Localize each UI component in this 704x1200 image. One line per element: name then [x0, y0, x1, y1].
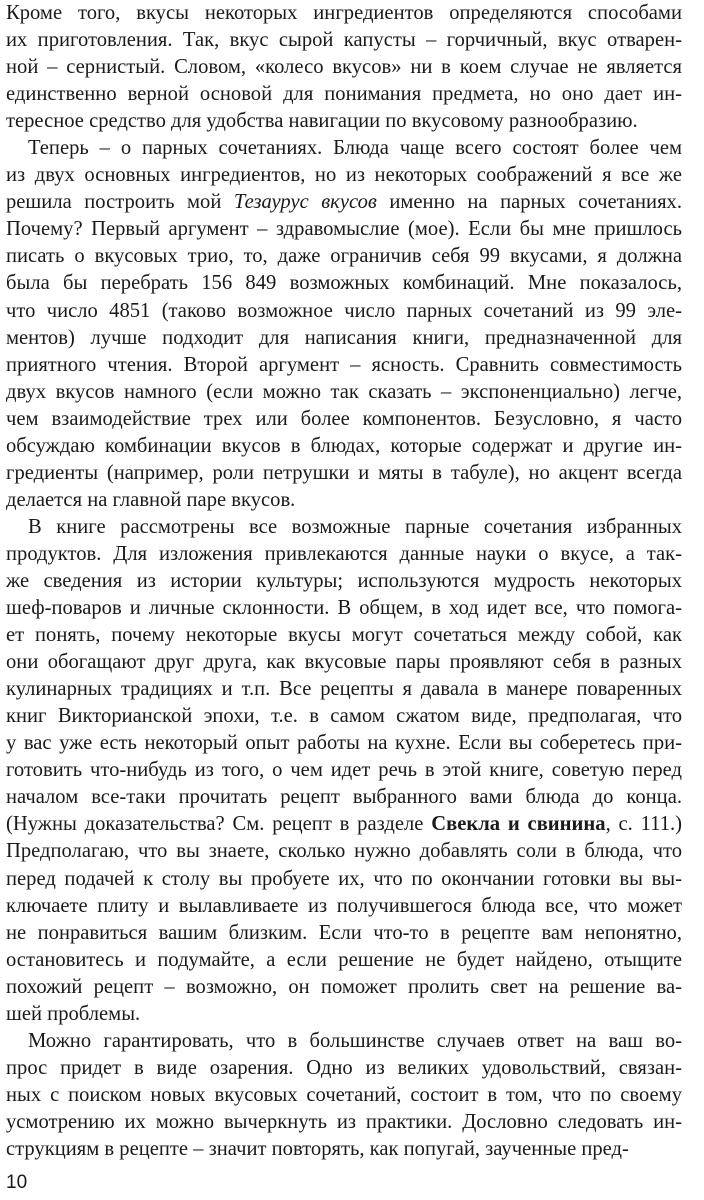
- text-segment: была бы перебрать 156 849 возможных комбинаций. Мне показалось,: [6, 272, 682, 295]
- body-text: [6, 0, 682, 1163]
- paragraph: [6, 135, 682, 514]
- text-line: [6, 676, 682, 703]
- paragraph: [6, 514, 682, 1028]
- text-segment: ключаете плиту и вылавливаете из получившегося блюда все, что может: [6, 894, 682, 917]
- text-line: [6, 460, 682, 487]
- text-line: [6, 514, 682, 541]
- text-segment: именно на парных сочетаниях.: [376, 191, 682, 214]
- text-segment: тересное средство для удобства навигации по вкусовому разнообразию.: [6, 110, 638, 133]
- text-line: [6, 1001, 682, 1028]
- text-segment: не понравиться вашим близким. Если что-то в рецепте вам непонятно,: [6, 921, 682, 944]
- text-line: [6, 406, 682, 433]
- text-line: [6, 568, 682, 595]
- text-line: [6, 270, 682, 297]
- text-segment: похожий рецепт – возможно, он поможет пролить свет на решение ва-: [6, 975, 682, 998]
- text-line: [6, 81, 682, 108]
- text-segment: перед подачей к столу вы пробуете их, что по окончании готовки вы вы-: [6, 867, 682, 890]
- text-line: [6, 730, 682, 757]
- text-segment: делается на главной паре вкусов.: [6, 488, 296, 511]
- text-segment: Предполагаю, что вы знаете, сколько нужно добавлять соли в блюда, что: [6, 840, 682, 863]
- text-segment: решила построить мой: [6, 191, 234, 214]
- text-segment: приятного чтения. Второй аргумент – ясность. Сравнить совместимость: [6, 353, 682, 376]
- text-line: [6, 27, 682, 54]
- text-line: [6, 784, 682, 811]
- text-line: [6, 838, 682, 865]
- text-line: [6, 920, 682, 947]
- text-line: [6, 974, 682, 1001]
- text-line: [6, 1055, 682, 1082]
- text-line: [6, 189, 682, 216]
- text-segment: единственно верной основой для понимания предмета, но оно дает ин-: [6, 83, 682, 106]
- text-line: [6, 298, 682, 325]
- text-line: [6, 1082, 682, 1109]
- text-segment: шеф-поваров и личные склонности. В общем, в ход идет все, что помога-: [6, 597, 682, 620]
- text-segment: из двух основных ингредиентов, но из некоторых соображений я все же: [6, 164, 682, 187]
- text-line: [6, 757, 682, 784]
- text-segment: Можно гарантировать, что в большинстве случаев ответ на ваш во-: [28, 1029, 682, 1052]
- text-line: [6, 947, 682, 974]
- text-line: [6, 622, 682, 649]
- text-segment: обсуждаю комбинации вкусов в блюдах, которые содержат и другие ин-: [6, 434, 682, 457]
- text-line: [6, 595, 682, 622]
- text-line: [6, 866, 682, 893]
- text-line: [6, 54, 682, 81]
- text-line: [6, 379, 682, 406]
- italic-title: Тезаурус вкусов: [233, 191, 377, 214]
- text-segment: остановитесь и подумайте, а если решение не будет найдено, отыщите: [6, 948, 682, 971]
- text-segment: они обогащают друг друга, как вкусовые пары проявляют себя в разных: [6, 651, 682, 674]
- page-number: 10: [6, 1172, 28, 1193]
- text-line: [6, 1136, 682, 1163]
- paragraph: [6, 0, 682, 135]
- text-segment: же сведения из истории культуры; используются мудрость некоторых: [6, 569, 682, 592]
- text-segment: прос придет в виде озарения. Одно из великих удовольствий, связан-: [6, 1056, 682, 1079]
- text-line: [6, 162, 682, 189]
- paragraph: [6, 1028, 682, 1163]
- text-line: [6, 893, 682, 920]
- text-segment: ных с поиском новых вкусовых сочетаний, состоит в том, что по своему: [6, 1083, 682, 1106]
- text-segment: Почему? Первый аргумент – здравомыслие (мое). Если бы мне пришлось: [6, 218, 682, 241]
- text-segment: , с. 111.): [605, 813, 682, 836]
- text-segment: шей проблемы.: [6, 1002, 141, 1025]
- text-line: [6, 541, 682, 568]
- text-segment: чем взаимодействие трех или более компонентов. Безусловно, я часто: [6, 407, 682, 430]
- text-segment: струкциям в рецепте – значит повторять, как попугай, заученные пред-: [6, 1137, 629, 1160]
- text-line: [6, 243, 682, 270]
- text-segment: ет понять, почему некоторые вкусы могут сочетаться между собой, как: [6, 624, 682, 647]
- text-segment: продуктов. Для изложения привлекаются данные науки о вкусе, а так-: [6, 542, 682, 565]
- text-segment: Теперь – о парных сочетаниях. Блюда чаще всего состоят более чем: [28, 137, 682, 160]
- text-segment: В книге рассмотрены все возможные парные сочетания избранных: [28, 515, 682, 538]
- text-segment: гредиенты (например, роли петрушки и мяты в табуле), но акцент всегда: [6, 461, 682, 484]
- text-segment: писать о вкусовых трио, то, даже ограничив себя 99 вкусами, я должна: [6, 245, 682, 268]
- text-segment: готовить что-нибудь из того, о чем идет речь в этой книге, советую перед: [6, 759, 682, 782]
- text-line: [6, 703, 682, 730]
- text-line: [6, 325, 682, 352]
- text-segment: ной – сернистый. Словом, «колесо вкусов» ни в коем случае не является: [6, 56, 682, 79]
- text-line: [6, 352, 682, 379]
- text-segment: началом все-таки прочитать рецепт выбранного вами блюда до конца.: [6, 786, 682, 809]
- text-segment: Кроме того, вкусы некоторых ингредиентов определяются способами: [6, 2, 682, 24]
- text-segment: усмотрению их можно вычеркнуть из практики. Дословно следовать ин-: [6, 1110, 682, 1133]
- text-segment: что число 4851 (таково возможное число парных сочетаний из 99 эле-: [6, 299, 682, 322]
- text-line: [6, 1028, 682, 1055]
- text-line: [6, 135, 682, 162]
- text-line: [6, 108, 682, 135]
- text-line: [6, 649, 682, 676]
- text-segment: (Нужны доказательства? См. рецепт в разделе: [6, 813, 432, 836]
- text-line: [6, 487, 682, 514]
- text-line: [6, 433, 682, 460]
- text-line: [6, 216, 682, 243]
- text-line: [6, 0, 682, 27]
- text-segment: ментов) лучше подходит для написания книги, предназначенной для: [6, 326, 682, 349]
- bold-reference: Свекла и свинина: [431, 813, 606, 836]
- text-line: [6, 811, 682, 838]
- text-line: [6, 1109, 682, 1136]
- text-segment: у вас уже есть некоторый опыт работы на кухне. Если вы соберетесь при-: [6, 732, 682, 755]
- text-segment: их приготовления. Так, вкус сырой капусты – горчичный, вкус отварен-: [6, 29, 682, 52]
- text-segment: книг Викторианской эпохи, т.е. в самом сжатом виде, предполагая, что: [6, 705, 682, 728]
- text-segment: двух вкусов намного (если можно так сказать – экспоненциально) легче,: [6, 380, 682, 403]
- text-segment: кулинарных традициях и т.п. Все рецепты я давала в манере поваренных: [6, 678, 682, 701]
